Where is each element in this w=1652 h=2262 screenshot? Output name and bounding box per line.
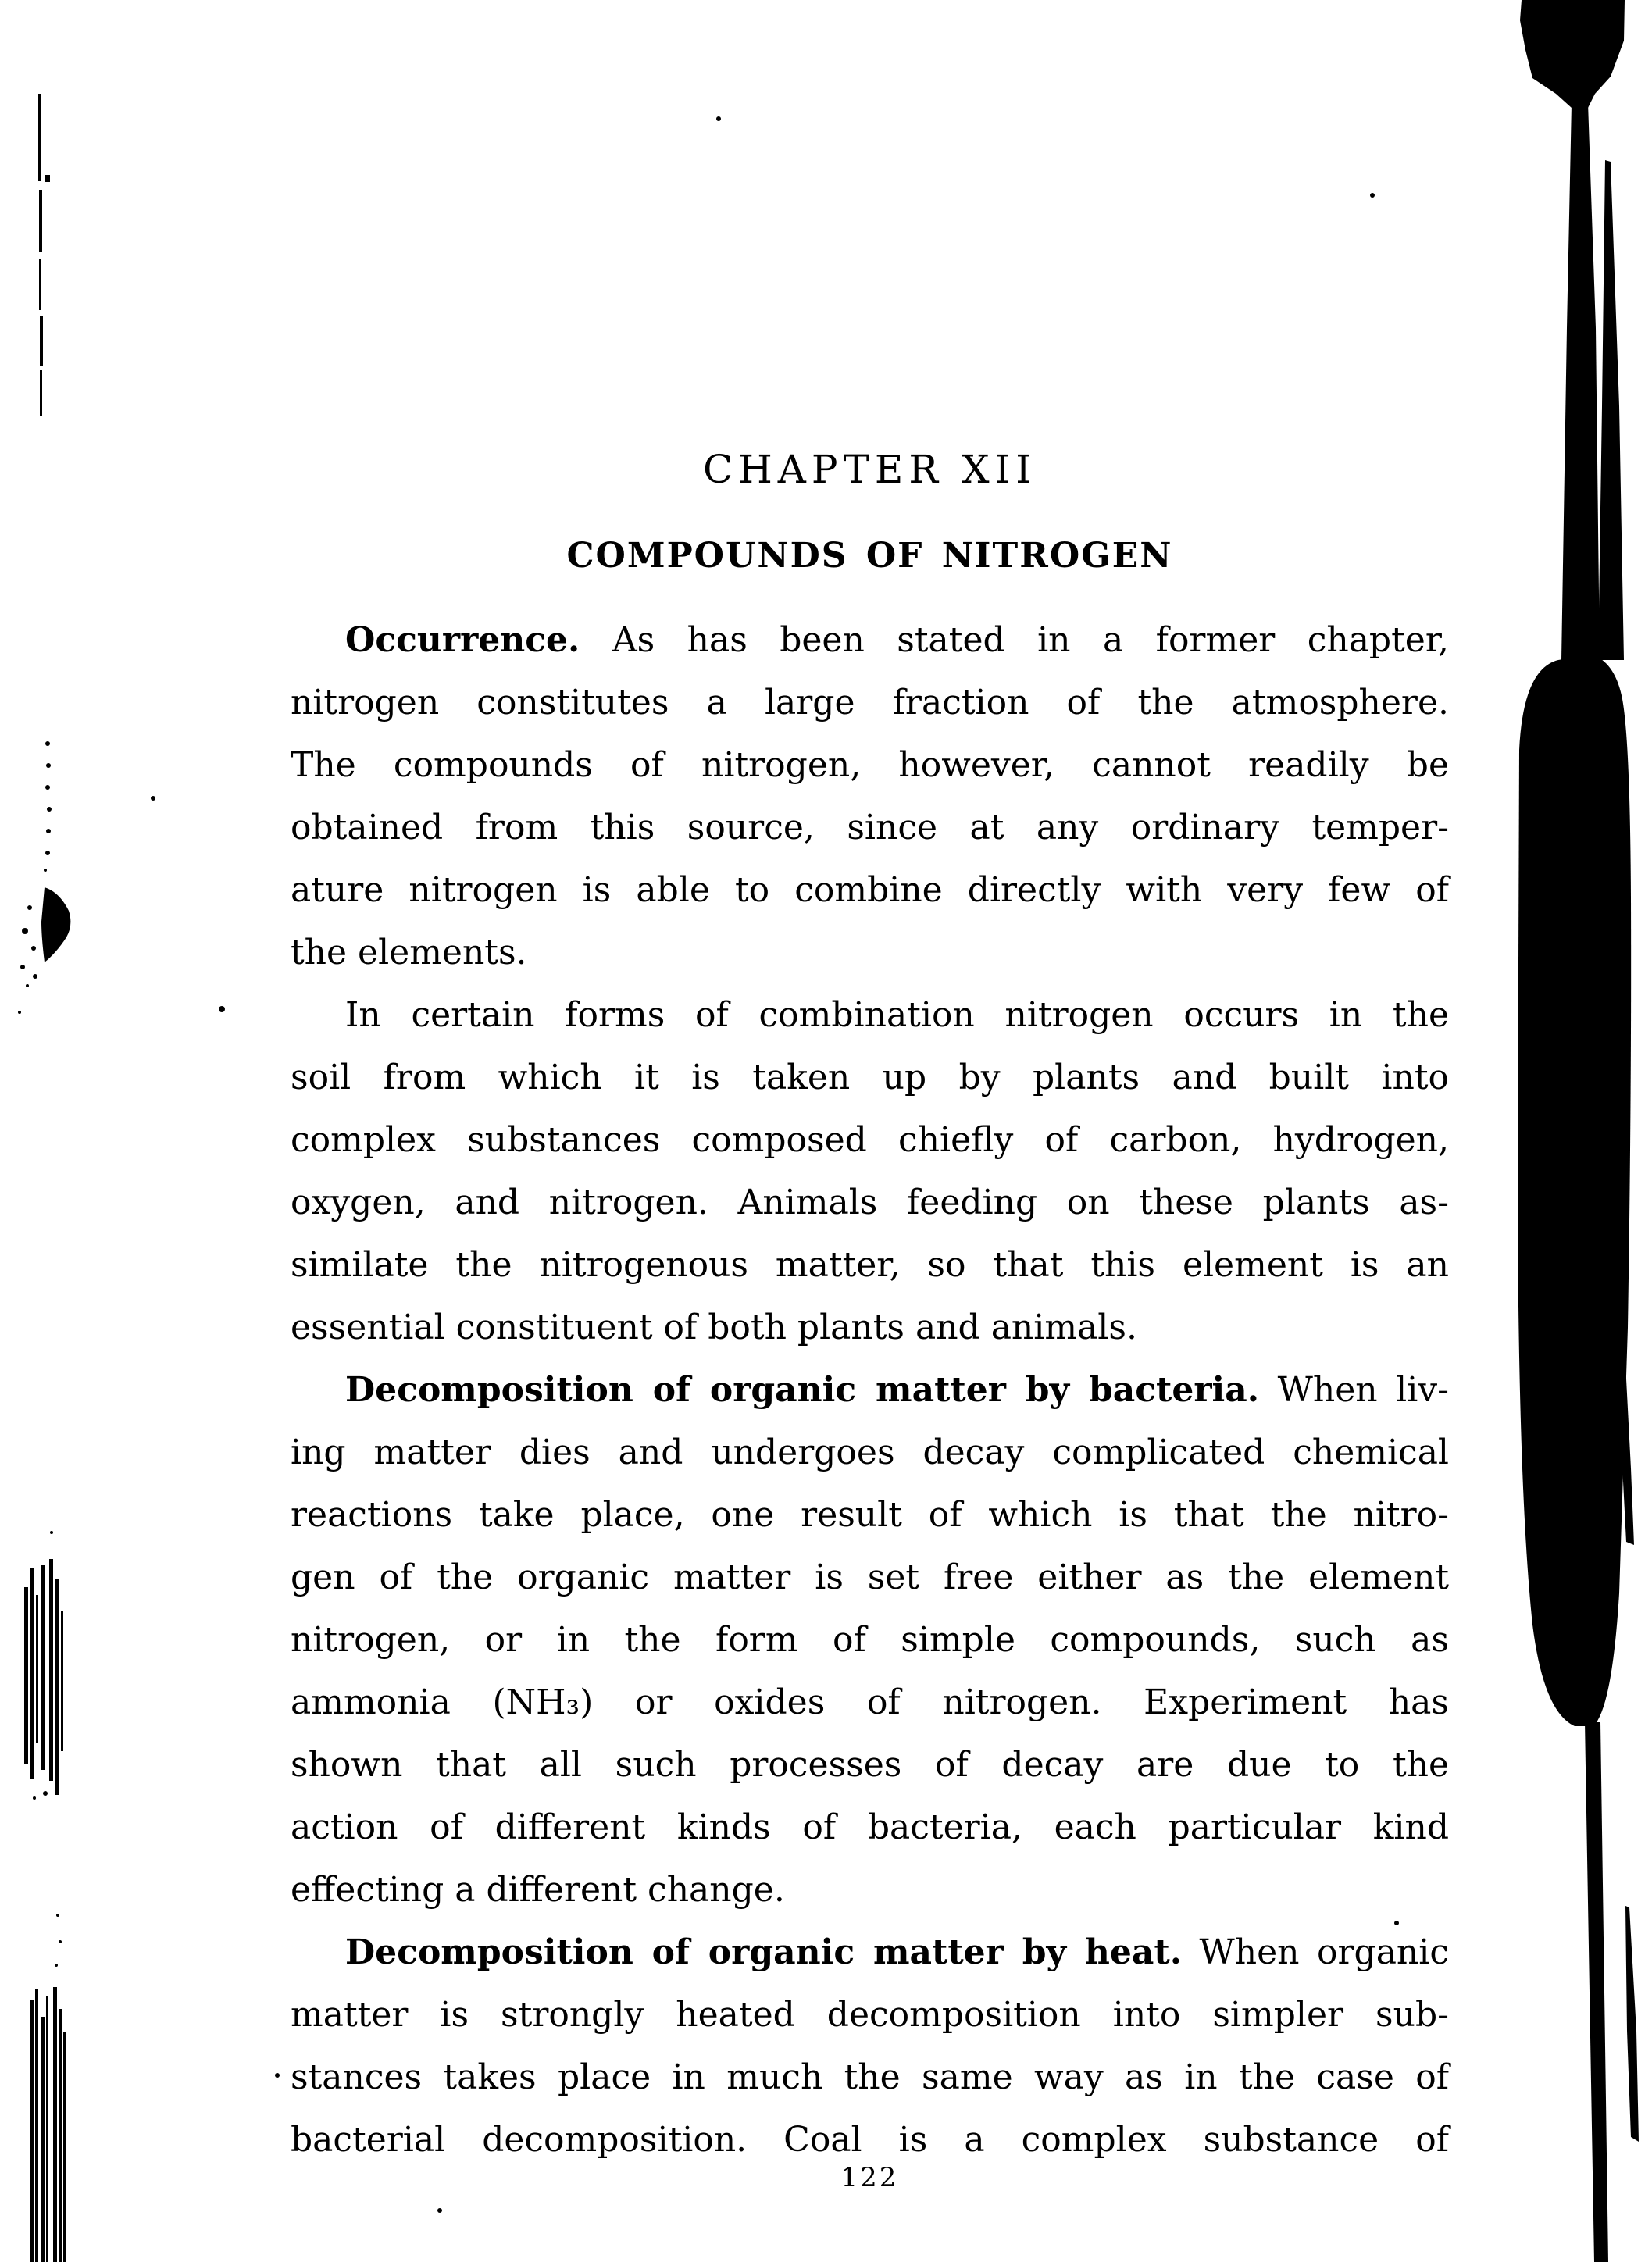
ink-streak-main	[1561, 103, 1600, 660]
text-segment: In certain forms of combination nitrogen occurs in the	[345, 995, 1449, 1035]
text-segment: matter is strongly heated decomposition into simpler sub-	[291, 1995, 1449, 2035]
text-segment: shown that all such processes of decay are due to the	[291, 1745, 1449, 1785]
text-segment: nitrogen constitutes a large fraction of the atmosphere.	[291, 683, 1449, 722]
text-segment: action of different kinds of bacteria, each particular kind	[291, 1807, 1449, 1847]
text-line	[291, 1047, 1449, 1109]
ink-corner-blot	[1520, 0, 1625, 108]
text-line	[291, 609, 1449, 672]
text-segment: similate the nitrogenous matter, so that this element is an	[291, 1245, 1449, 1285]
chapter-heading: CHAPTER XII	[702, 447, 1037, 492]
text-segment: reactions take place, one result of which is that the nitro-	[291, 1495, 1449, 1535]
ink-smudge-cluster-2	[30, 1914, 66, 2262]
text-line	[291, 1921, 1449, 1984]
text-line	[291, 1234, 1449, 1297]
text-line	[291, 1734, 1449, 1796]
text-line	[291, 797, 1449, 859]
text-line	[291, 734, 1449, 797]
text-segment: The compounds of nitrogen, however, cannot readily be	[291, 745, 1449, 785]
text-line	[291, 984, 1449, 1047]
bold-lead: Decomposition of organic matter by heat.	[345, 1932, 1183, 1972]
ink-line-bottom	[1585, 1722, 1608, 2262]
text-segment: bacterial decomposition. Coal is a complex substance of	[291, 2120, 1449, 2160]
text-block	[291, 0, 1449, 2262]
text-line	[291, 1297, 1449, 1359]
text-segment: When liv-	[1259, 1370, 1450, 1410]
text-segment: nitrogen, or in the form of simple compounds, such as	[291, 1620, 1449, 1660]
ink-flag-blot	[41, 887, 70, 962]
chapter-title: COMPOUNDS OF NITROGEN	[566, 536, 1173, 576]
text-line	[291, 1359, 1449, 1422]
ink-blob	[1518, 655, 1631, 1726]
text-line	[291, 1796, 1449, 1859]
ink-sliver-lower	[1625, 1906, 1639, 2142]
text-segment: gen of the organic matter is set free either as the element	[291, 1557, 1449, 1597]
text-segment: complex substances composed chiefly of carbon, hydrogen,	[291, 1120, 1449, 1160]
text-line	[291, 1172, 1449, 1234]
text-line	[291, 1984, 1449, 2046]
text-segment: As has been stated in a former chapter,	[580, 620, 1449, 660]
ink-streak-thin	[1598, 160, 1624, 660]
text-segment: effecting a different change.	[291, 1870, 785, 1910]
ink-smudge-cluster-1	[24, 1531, 63, 1800]
text-line	[291, 1109, 1449, 1172]
text-segment: ammonia (NH₃) or oxides of nitrogen. Experiment has	[291, 1682, 1449, 1722]
text-line	[291, 1422, 1449, 1484]
text-line	[291, 1609, 1449, 1672]
text-line	[291, 1859, 1449, 1921]
text-segment: essential constituent of both plants and animals.	[291, 1308, 1137, 1347]
ink-dotted-column	[44, 741, 52, 872]
bold-lead: Occurrence.	[345, 620, 580, 660]
text-segment: ature nitrogen is able to combine directly with very few of	[291, 870, 1449, 910]
text-line	[291, 1672, 1449, 1734]
text-line	[291, 1484, 1449, 1547]
text-segment: oxygen, and nitrogen. Animals feeding on these plants as-	[291, 1183, 1449, 1222]
body-text	[291, 609, 1449, 2171]
text-segment: obtained from this source, since at any ordinary temper-	[291, 808, 1449, 847]
text-line	[291, 859, 1449, 922]
bold-lead: Decomposition of organic matter by bacteria.	[345, 1370, 1260, 1410]
text-segment: When organic	[1182, 1932, 1449, 1972]
ink-flag-speckles	[18, 905, 37, 1014]
text-line	[291, 922, 1449, 984]
text-line	[291, 672, 1449, 734]
ink-left-line	[38, 94, 50, 416]
text-segment: ing matter dies and undergoes decay complicated chemical	[291, 1432, 1449, 1472]
text-segment: stances takes place in much the same way as in the case of	[291, 2057, 1449, 2097]
text-line	[291, 2046, 1449, 2109]
text-segment: soil from which it is taken up by plants and built into	[291, 1058, 1449, 1097]
page-number: 122	[840, 2162, 899, 2193]
text-line	[291, 1547, 1449, 1609]
text-segment: the elements.	[291, 933, 527, 972]
